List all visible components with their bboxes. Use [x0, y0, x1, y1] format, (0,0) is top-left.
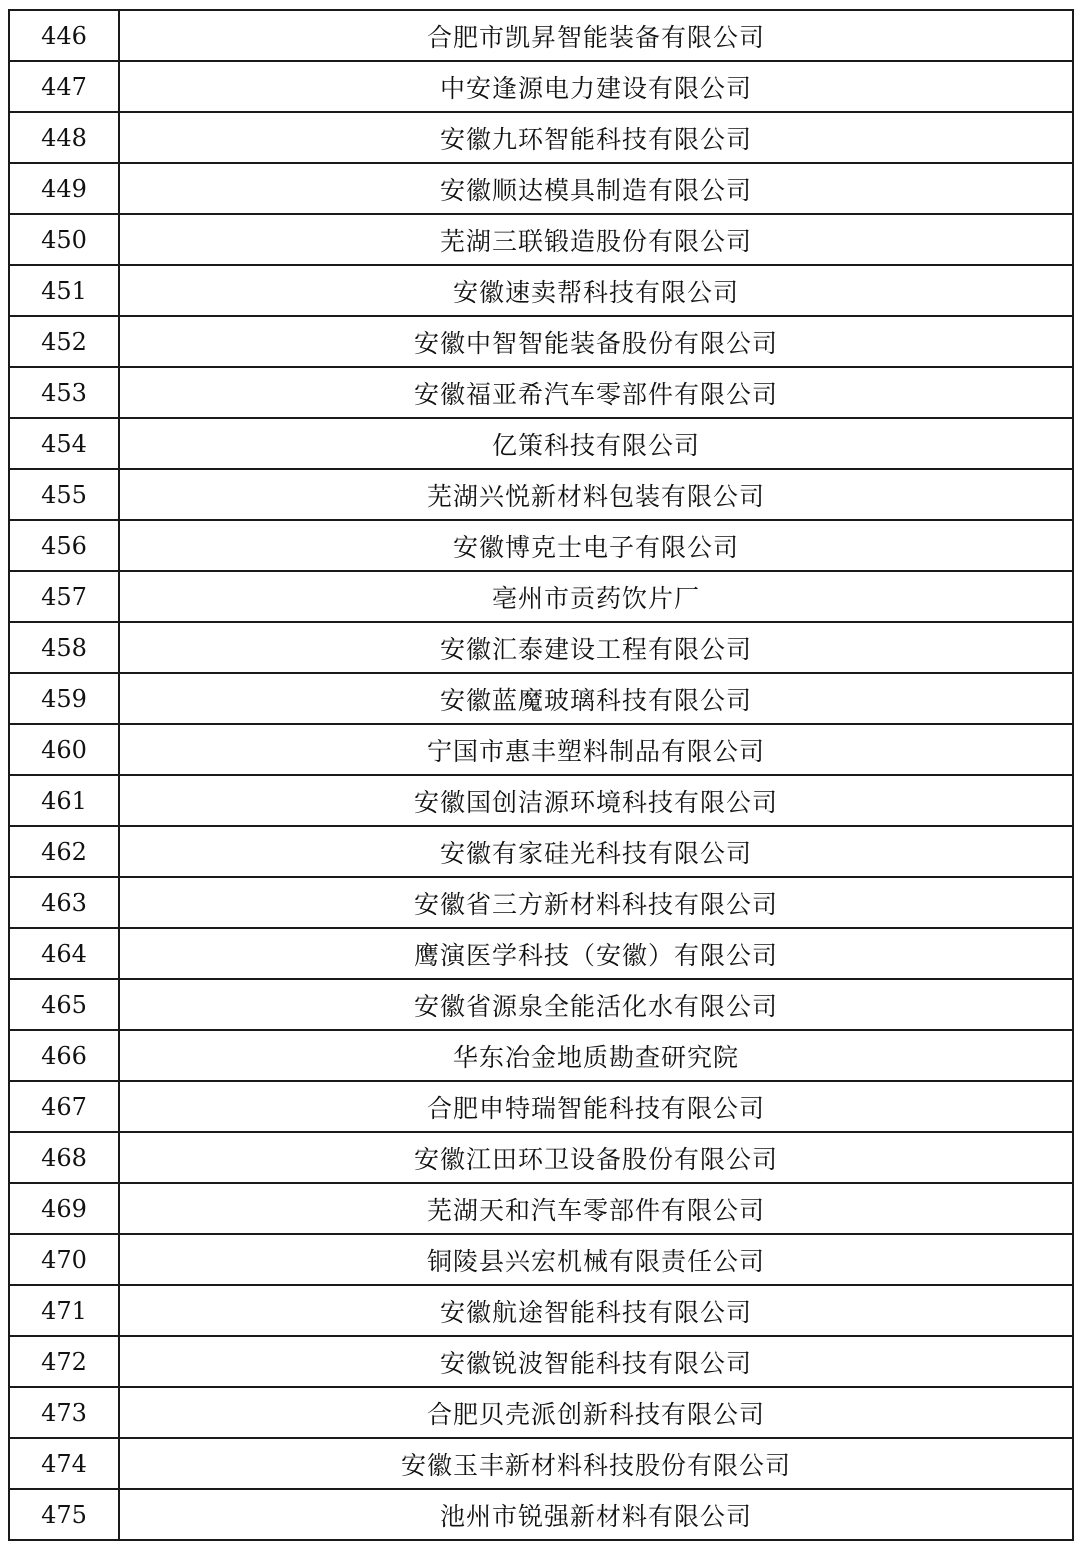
row-number-cell: 473	[9, 1387, 119, 1438]
row-number-cell: 458	[9, 622, 119, 673]
company-name-cell: 安徽省三方新材料科技有限公司	[119, 877, 1073, 928]
row-number-cell: 471	[9, 1285, 119, 1336]
table-row	[9, 469, 1073, 520]
company-name-cell: 中安逢源电力建设有限公司	[119, 61, 1073, 112]
company-name-cell: 亳州市贡药饮片厂	[119, 571, 1073, 622]
row-number-cell: 463	[9, 877, 119, 928]
table-row	[9, 10, 1073, 61]
company-name-cell: 安徽汇泰建设工程有限公司	[119, 622, 1073, 673]
table-row	[9, 1336, 1073, 1387]
table-row	[9, 775, 1073, 826]
row-number-cell: 472	[9, 1336, 119, 1387]
row-number-cell: 464	[9, 928, 119, 979]
table-row	[9, 163, 1073, 214]
table-row	[9, 826, 1073, 877]
table-row	[9, 418, 1073, 469]
table-row	[9, 1132, 1073, 1183]
table-row	[9, 367, 1073, 418]
row-number-cell: 455	[9, 469, 119, 520]
table-row	[9, 520, 1073, 571]
company-name-cell: 安徽有家硅光科技有限公司	[119, 826, 1073, 877]
company-name-cell: 安徽博克士电子有限公司	[119, 520, 1073, 571]
company-table	[8, 9, 1074, 1541]
row-number-cell: 453	[9, 367, 119, 418]
table-row	[9, 112, 1073, 163]
row-number-cell: 470	[9, 1234, 119, 1285]
row-number-cell: 452	[9, 316, 119, 367]
row-number-cell: 459	[9, 673, 119, 724]
table-row	[9, 1030, 1073, 1081]
company-name-cell: 亿策科技有限公司	[119, 418, 1073, 469]
table-row	[9, 1183, 1073, 1234]
table-row	[9, 1081, 1073, 1132]
company-table-body	[9, 10, 1073, 1540]
row-number-cell: 468	[9, 1132, 119, 1183]
company-name-cell: 安徽航途智能科技有限公司	[119, 1285, 1073, 1336]
table-row	[9, 1285, 1073, 1336]
table-row	[9, 622, 1073, 673]
company-name-cell: 安徽玉丰新材料科技股份有限公司	[119, 1438, 1073, 1489]
company-name-cell: 合肥市凯昇智能装备有限公司	[119, 10, 1073, 61]
company-name-cell: 安徽顺达模具制造有限公司	[119, 163, 1073, 214]
row-number-cell: 446	[9, 10, 119, 61]
company-name-cell: 安徽锐波智能科技有限公司	[119, 1336, 1073, 1387]
row-number-cell: 451	[9, 265, 119, 316]
table-row	[9, 1438, 1073, 1489]
row-number-cell: 454	[9, 418, 119, 469]
row-number-cell: 449	[9, 163, 119, 214]
row-number-cell: 467	[9, 1081, 119, 1132]
row-number-cell: 450	[9, 214, 119, 265]
company-name-cell: 安徽国创洁源环境科技有限公司	[119, 775, 1073, 826]
company-name-cell: 铜陵县兴宏机械有限责任公司	[119, 1234, 1073, 1285]
table-row	[9, 724, 1073, 775]
table-row	[9, 877, 1073, 928]
table-row	[9, 1387, 1073, 1438]
row-number-cell: 457	[9, 571, 119, 622]
company-name-cell: 安徽福亚希汽车零部件有限公司	[119, 367, 1073, 418]
company-name-cell: 宁国市惠丰塑料制品有限公司	[119, 724, 1073, 775]
table-row	[9, 979, 1073, 1030]
table-row	[9, 571, 1073, 622]
company-name-cell: 芜湖兴悦新材料包装有限公司	[119, 469, 1073, 520]
row-number-cell: 462	[9, 826, 119, 877]
company-name-cell: 安徽九环智能科技有限公司	[119, 112, 1073, 163]
table-row	[9, 265, 1073, 316]
row-number-cell: 475	[9, 1489, 119, 1540]
company-name-cell: 芜湖天和汽车零部件有限公司	[119, 1183, 1073, 1234]
company-list-sheet	[8, 9, 1074, 1541]
company-name-cell: 合肥申特瑞智能科技有限公司	[119, 1081, 1073, 1132]
row-number-cell: 448	[9, 112, 119, 163]
table-row	[9, 1234, 1073, 1285]
company-name-cell: 鹰演医学科技（安徽）有限公司	[119, 928, 1073, 979]
table-row	[9, 928, 1073, 979]
table-row	[9, 316, 1073, 367]
company-name-cell: 安徽速卖帮科技有限公司	[119, 265, 1073, 316]
row-number-cell: 456	[9, 520, 119, 571]
row-number-cell: 474	[9, 1438, 119, 1489]
company-name-cell: 安徽中智智能装备股份有限公司	[119, 316, 1073, 367]
company-name-cell: 安徽江田环卫设备股份有限公司	[119, 1132, 1073, 1183]
company-name-cell: 安徽省源泉全能活化水有限公司	[119, 979, 1073, 1030]
company-name-cell: 华东冶金地质勘查研究院	[119, 1030, 1073, 1081]
row-number-cell: 466	[9, 1030, 119, 1081]
table-row	[9, 61, 1073, 112]
row-number-cell: 460	[9, 724, 119, 775]
company-name-cell: 芜湖三联锻造股份有限公司	[119, 214, 1073, 265]
table-row	[9, 1489, 1073, 1540]
table-row	[9, 214, 1073, 265]
row-number-cell: 465	[9, 979, 119, 1030]
row-number-cell: 469	[9, 1183, 119, 1234]
table-row	[9, 673, 1073, 724]
company-name-cell: 池州市锐强新材料有限公司	[119, 1489, 1073, 1540]
row-number-cell: 447	[9, 61, 119, 112]
company-name-cell: 合肥贝壳派创新科技有限公司	[119, 1387, 1073, 1438]
company-name-cell: 安徽蓝魔玻璃科技有限公司	[119, 673, 1073, 724]
row-number-cell: 461	[9, 775, 119, 826]
